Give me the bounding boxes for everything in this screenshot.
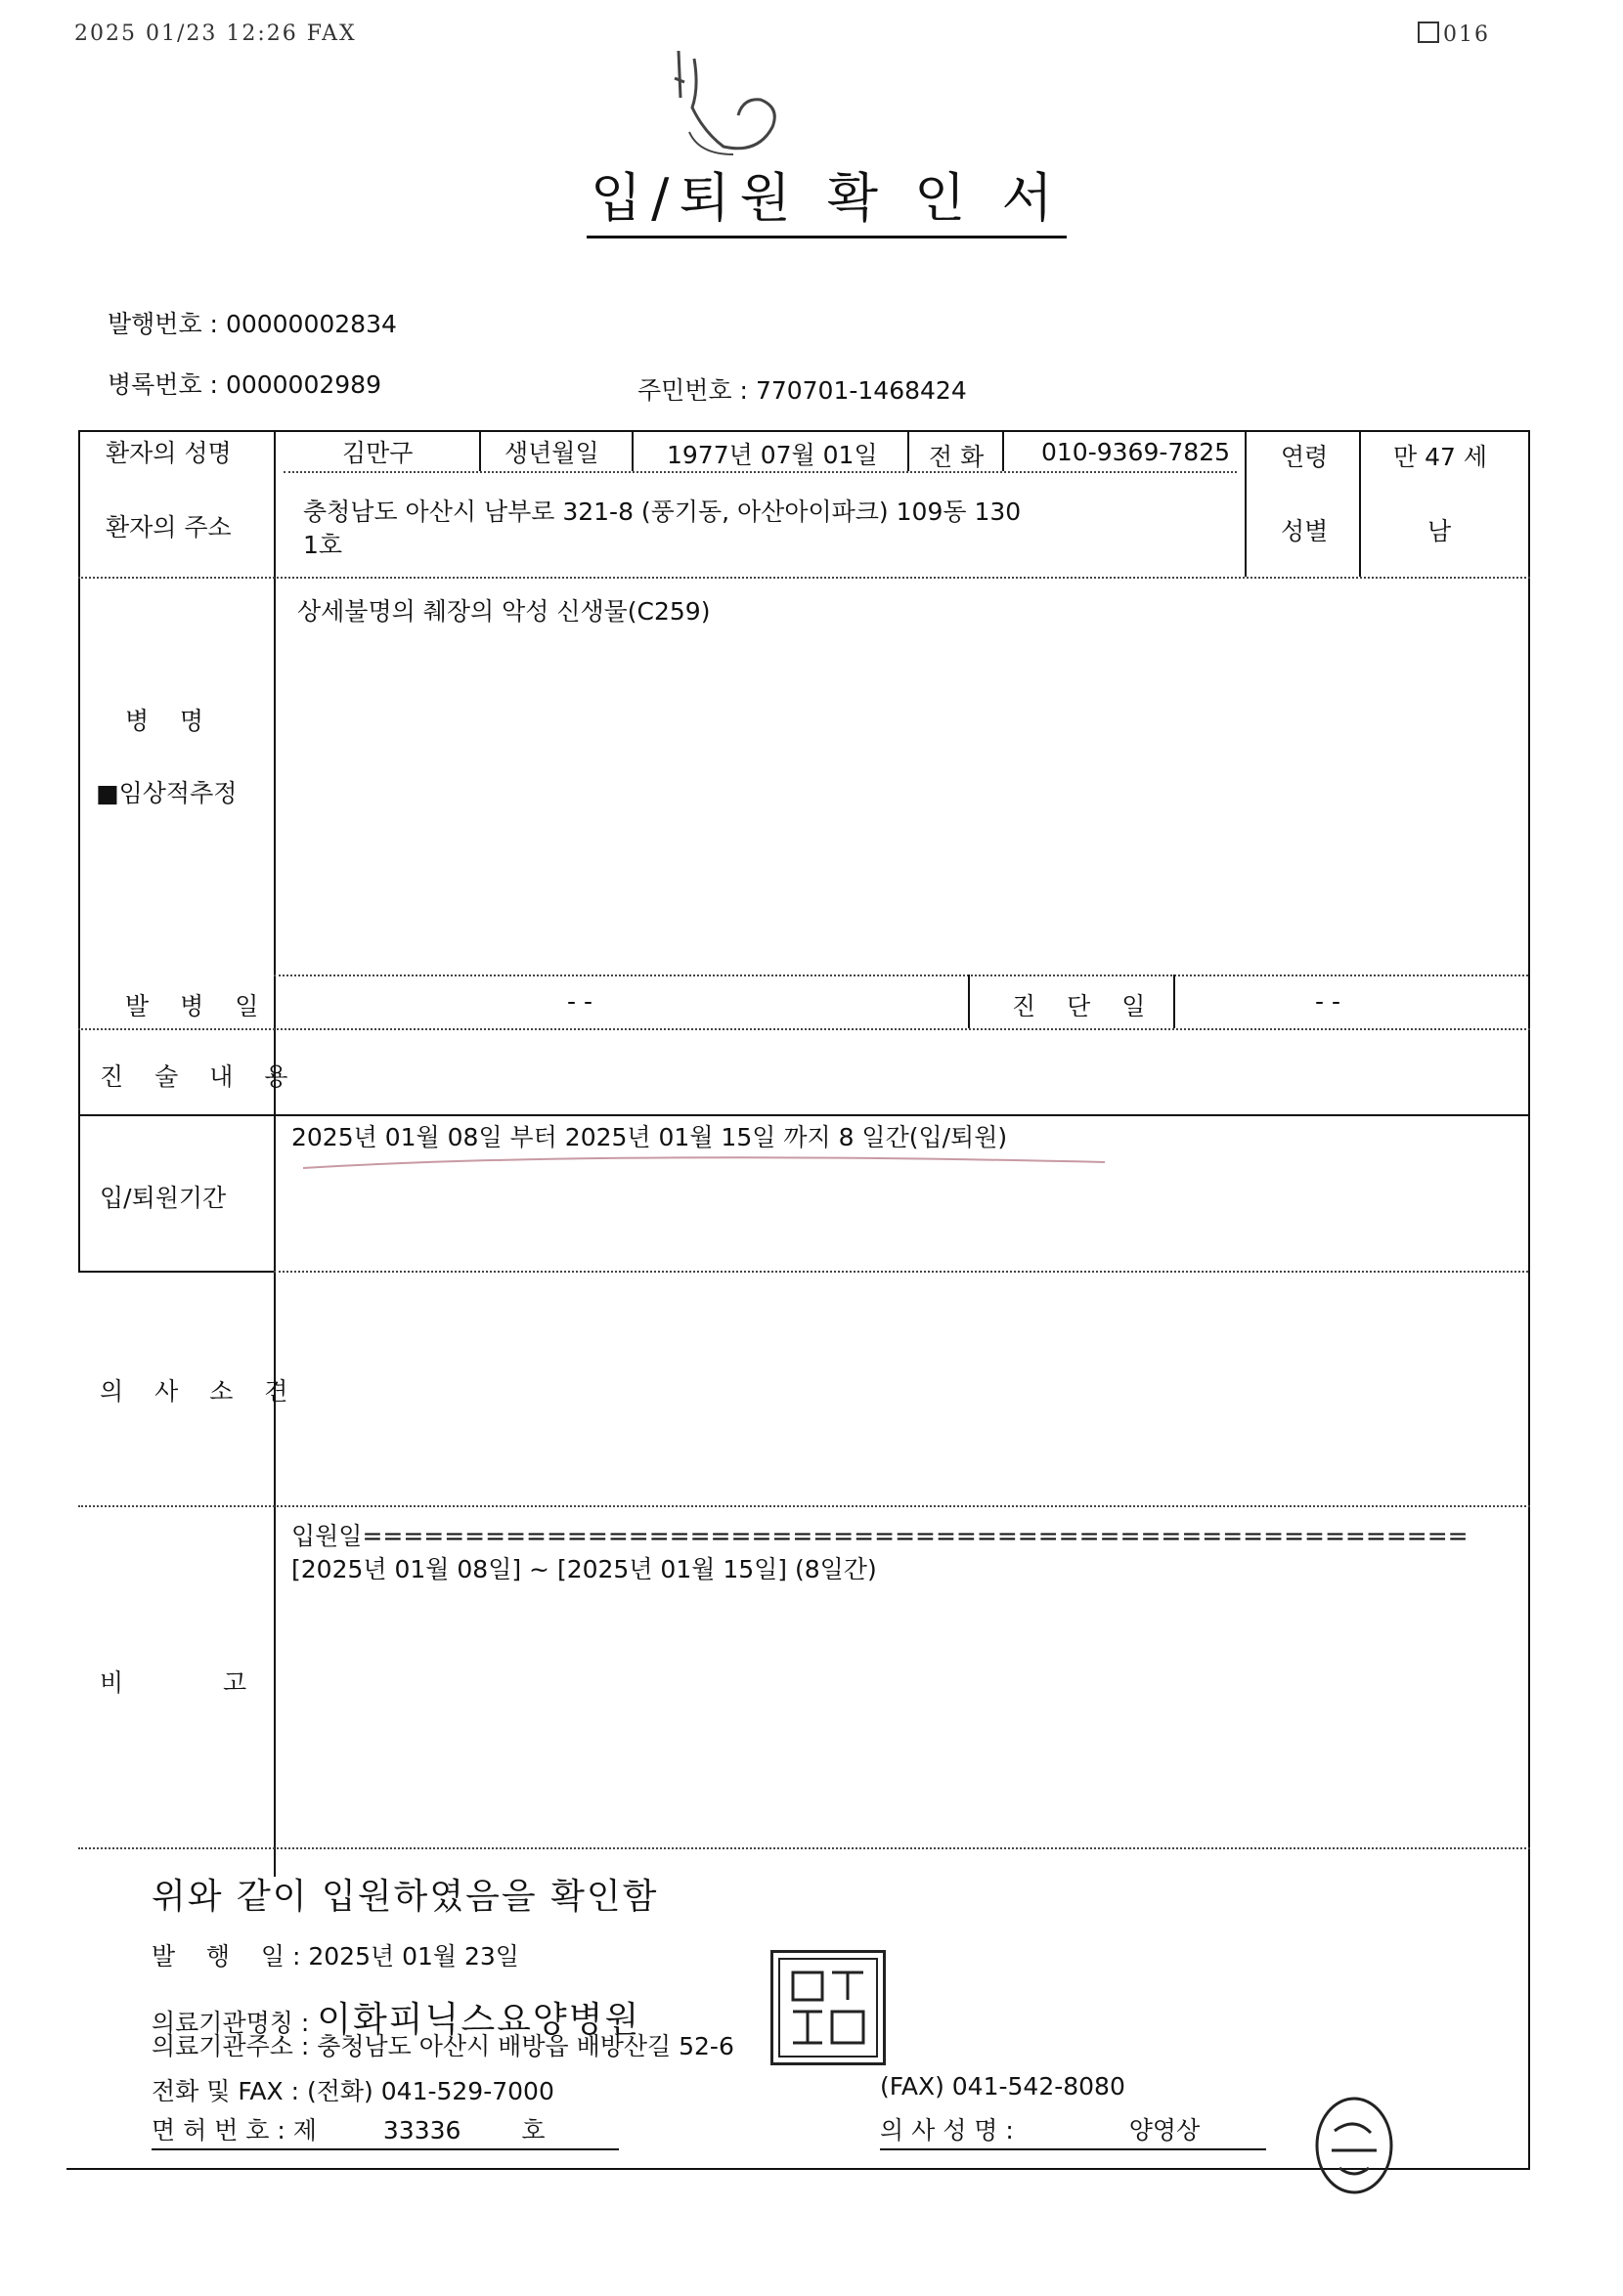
issue-number-label: 발행번호 xyxy=(108,310,202,338)
issue-number: 발행번호 : 00000002834 xyxy=(108,310,397,338)
phone-fax-row: 전화 및 FAX : (전화) 041-529-7000 xyxy=(152,2077,554,2105)
hospital-name-label: 의료기관명칭 xyxy=(152,2009,293,2037)
record-number-value: 0000002989 xyxy=(225,370,381,399)
issue-number-value: 00000002834 xyxy=(225,310,397,338)
hospital-name-value: 이화피닉스요양병원 xyxy=(317,2000,641,2040)
patient-address-line1: 충청남도 아산시 남부로 321-8 (풍기동, 아산아이파크) 109동 130 xyxy=(303,498,1022,526)
hospital-name-row: 의료기관명칭 : 이화피닉스요양병원 xyxy=(152,2000,641,2040)
diagnosis-label: 병 명 xyxy=(125,707,204,735)
patient-phone: 010-9369-7825 xyxy=(1041,438,1231,466)
doctor-opinion-label: 의 사 소 견 xyxy=(100,1377,300,1406)
doctor-name-row: 의 사 성 명 : 양영상 xyxy=(880,2111,1266,2150)
remarks-label-right: 고 xyxy=(223,1668,247,1697)
fax-header-left: 2025 01/23 12:26 FAX xyxy=(74,22,357,46)
handwritten-mark-icon xyxy=(665,39,792,166)
hospital-address-row: 의료기관주소 : 충청남도 아산시 배방읍 배방산길 52-6 xyxy=(152,2032,734,2060)
patient-address-line2: 1호 xyxy=(303,531,343,559)
license-number: 33336 xyxy=(382,2116,461,2144)
pen-stroke-icon xyxy=(303,1148,1105,1178)
license-suffix: 호 xyxy=(521,2116,546,2144)
license-prefix: 제 xyxy=(292,2116,317,2144)
doctor-name: 양영상 xyxy=(1128,2116,1201,2144)
clinical-estimate-label: ■임상적추정 xyxy=(96,779,238,807)
onset-value: - - xyxy=(567,987,592,1016)
hospital-address-label: 의료기관주소 xyxy=(152,2032,293,2060)
patient-sex: 남 xyxy=(1427,517,1452,545)
doctor-name-label: 의 사 성 명 xyxy=(880,2116,998,2144)
license-row: 면 허 번 호 : 제 33336 호 xyxy=(152,2111,619,2150)
patient-age: 만 47 세 xyxy=(1393,443,1488,471)
phone-label: 전 화 xyxy=(929,443,985,471)
hospital-phone: (전화) 041-529-7000 xyxy=(307,2077,554,2105)
stay-period-label: 입/퇴원기간 xyxy=(100,1184,227,1212)
doctor-seal-icon xyxy=(1310,2092,1398,2199)
resident-number: 주민번호 : 770701-1468424 xyxy=(637,376,967,405)
checkbox-icon xyxy=(1418,22,1439,43)
diagnosis-value: 상세불명의 췌장의 악성 신생물(C259) xyxy=(297,597,711,626)
document-title: 입/퇴원 확 인 서 xyxy=(587,156,1067,238)
birth-date-label: 생년월일 xyxy=(504,439,599,467)
hospital-seal-icon xyxy=(770,1950,886,2065)
stay-period-value: 2025년 01월 08일 부터 2025년 01월 15일 까지 8 일간(입/퇴원) xyxy=(291,1123,1008,1151)
confirmation-statement: 위와 같이 입원하였음을 확인함 xyxy=(152,1877,659,1917)
birth-date: 1977년 07월 01일 xyxy=(667,441,878,469)
patient-name-label: 환자의 성명 xyxy=(106,439,232,467)
diagnosis-date-label: 진 단 일 xyxy=(1012,992,1158,1020)
issue-date-row: 발 행 일 : 2025년 01월 23일 xyxy=(152,1942,519,1971)
age-label: 연령 xyxy=(1281,443,1329,471)
diagnosis-date-value: - - xyxy=(1315,987,1340,1016)
address-label: 환자의 주소 xyxy=(106,513,232,542)
remarks-line2: [2025년 01월 08일] ~ [2025년 01월 15일] (8일간) xyxy=(291,1555,877,1583)
hospital-address-value: 충청남도 아산시 배방읍 배방산길 52-6 xyxy=(317,2032,734,2060)
license-label: 면 허 번 호 xyxy=(152,2116,270,2144)
sex-label: 성별 xyxy=(1281,517,1329,545)
page-number: 016 xyxy=(1443,22,1490,47)
issue-date-label: 발 행 일 xyxy=(152,1942,285,1971)
record-number-label: 병록번호 xyxy=(108,370,202,399)
record-number: 병록번호 : 0000002989 xyxy=(108,370,381,399)
surgery-label: 진 술 내 용 xyxy=(100,1062,300,1091)
resident-number-value: 770701-1468424 xyxy=(755,376,967,405)
onset-label: 발 병 일 xyxy=(125,992,271,1020)
patient-name: 김만구 xyxy=(342,439,414,467)
fax-header-right xyxy=(1418,22,1490,47)
remarks-label-left: 비 xyxy=(100,1668,124,1697)
hospital-fax: (FAX) 041-542-8080 xyxy=(880,2072,1125,2101)
issue-date-value: 2025년 01월 23일 xyxy=(308,1942,519,1971)
remarks-line1: 입원일====================================================== xyxy=(291,1522,1469,1550)
phone-fax-label: 전화 및 FAX xyxy=(152,2077,284,2105)
resident-number-label: 주민번호 xyxy=(637,376,732,405)
